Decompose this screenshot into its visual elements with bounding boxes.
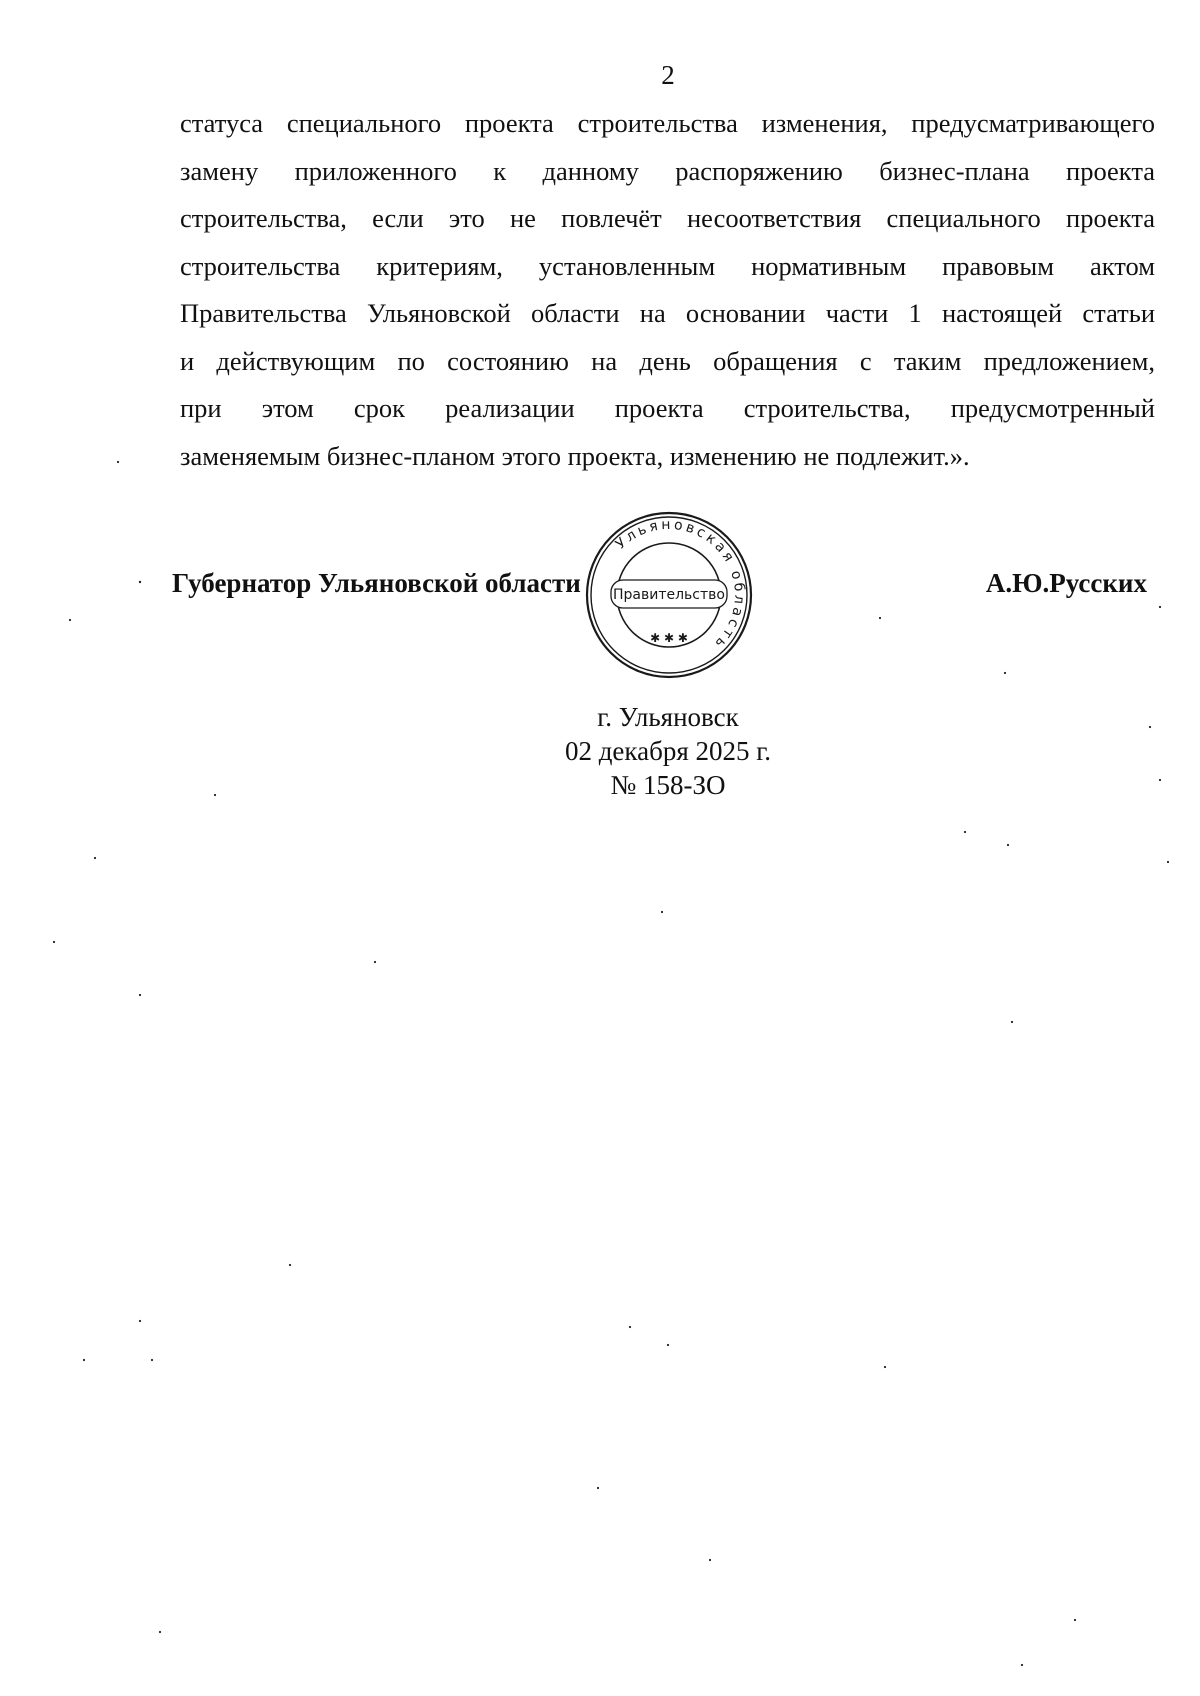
paragraph-line: Правительства Ульяновской области на основании части 1 настоящей статьи	[180, 298, 1155, 328]
issue-details	[0, 700, 1200, 802]
official-seal	[584, 510, 754, 680]
page-number: 2	[661, 60, 675, 90]
seal-ring-text: Ульяновская область	[612, 516, 748, 654]
signatory-name: А.Ю.Русских	[985, 568, 1147, 598]
issue-date: 02 декабря 2025 г.	[564, 736, 772, 766]
paragraph-line: и действующим по состоянию на день обращения с таким предложением,	[180, 345, 1155, 376]
seal-star-icon: ✱ ✱ ✱	[650, 631, 688, 645]
seal-center-text: Правительство	[613, 587, 725, 603]
document-number: № 158-ЗО	[610, 770, 726, 800]
paragraph-line: при этом срок реализации проекта строительства, предусмотренный	[180, 393, 1155, 423]
paragraph-line: статуса специального проекта строительства изменения, предусматривающего	[180, 108, 1155, 138]
paragraph-line: строительства, если это не повлечёт несоответствия специального проекта	[180, 203, 1155, 233]
body-paragraph	[180, 100, 1155, 480]
paragraph-line: замену приложенного к данному распоряжению бизнес-плана проекта	[180, 155, 1155, 186]
paragraph-line: заменяемым бизнес-планом этого проекта, изменению не подлежит.».	[180, 440, 970, 471]
issue-place: г. Ульяновск	[597, 702, 739, 732]
signatory-title: Губернатор Ульяновской области	[172, 568, 581, 598]
paragraph-line: строительства критериям, установленным нормативным правовым актом	[180, 250, 1155, 281]
